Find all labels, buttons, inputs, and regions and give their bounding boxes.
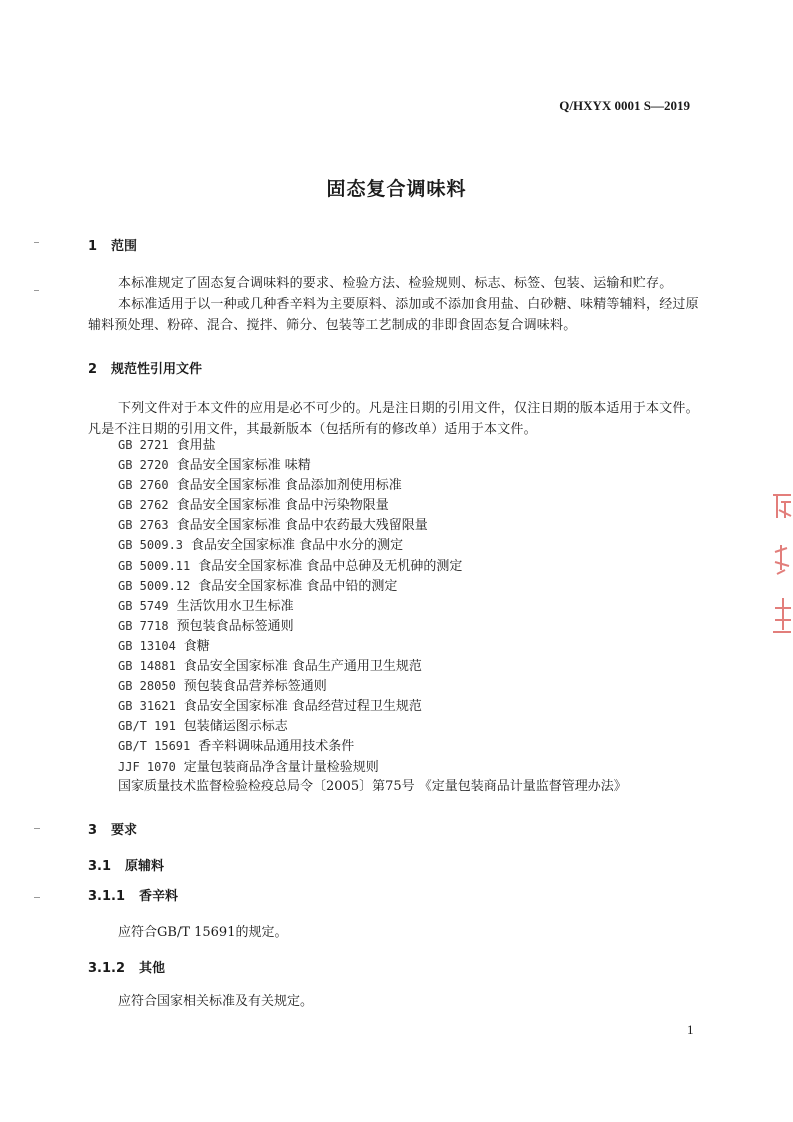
section-3-1-1-text: 应符合GB/T 15691的规定。 [118,925,288,940]
section-title: 要求 [111,823,138,838]
reference-item [118,757,627,777]
reference-code: GB 5749 [118,598,169,613]
reference-title: 食品安全国家标准 食品中农药最大残留限量 [176,518,428,534]
section-number: 1 [88,239,98,254]
reference-item [118,515,627,535]
reference-title: 食品安全国家标准 食品经营过程卫生规范 [183,699,422,715]
section-number: 3.1 [88,859,112,874]
section-title: 原辅料 [125,859,165,874]
section-number: 3.1.2 [88,961,126,976]
reference-code: GB 2762 [118,498,169,513]
scan-mark [34,290,39,291]
reference-title: 食品安全国家标准 食品生产通用卫生规范 [183,659,422,675]
reference-title: 预包装食品营养标签通则 [183,679,327,695]
reference-item [118,596,627,616]
scan-mark [34,897,40,898]
section-title: 范围 [111,239,138,254]
reference-item [118,636,627,656]
page-number: 1 [687,1022,694,1037]
reference-code: GB 2760 [118,478,169,493]
section-3-heading [88,819,137,838]
reference-item [118,777,627,797]
reference-title: 食品安全国家标准 食品中污染物限量 [176,498,389,514]
section-3-1-heading [88,855,164,874]
reference-item [118,576,627,596]
reference-item [118,435,627,455]
section-3-1-1-heading [88,885,178,904]
section-2-heading [88,358,202,377]
section-title: 规范性引用文件 [111,362,203,377]
reference-code: GB 31621 [118,699,176,714]
reference-code: GB 2763 [118,518,169,533]
reference-title: 食糖 [183,638,210,654]
reference-code: GB 5009.12 [118,578,191,593]
section-title: 其他 [139,961,166,976]
section-number: 2 [88,362,98,377]
reference-code: GB 7718 [118,618,169,633]
section-number: 3 [88,823,98,838]
section-number: 3.1.1 [88,889,126,904]
reference-title: 食品安全国家标准 食品中铅的测定 [198,578,398,594]
red-seal-fragment [767,490,793,640]
reference-title: 食品安全国家标准 食品中总砷及无机砷的测定 [198,558,463,574]
document-title: 固态复合调味料 [326,178,467,200]
section-3-1-2-text: 应符合国家相关标准及有关规定。 [118,994,314,1009]
reference-title: 国家质量技术监督检验检疫总局令〔2005〕第75号 《定量包装商品计量监督管理办法》 [118,778,627,794]
reference-title: 包装储运图示标志 [183,719,288,735]
reference-code: JJF 1070 [118,759,176,774]
reference-code: GB 2720 [118,458,169,473]
scan-mark [34,828,40,829]
reference-list [118,435,627,797]
section-title: 香辛料 [139,889,179,904]
section-1-para-2: 本标准适用于以一种或几种香辛料为主要原料、添加或不添加食用盐、白砂糖、味精等辅料，经过原辅料预处理、粉碎、混合、搅拌、筛分、包装等工艺制成的非即食固态复合调味料。 [88,297,699,333]
reference-title: 食用盐 [176,438,216,453]
scan-mark [34,242,39,243]
reference-title: 食品安全国家标准 食品中水分的测定 [191,538,404,554]
section-3-1-2-heading [88,957,165,976]
section-1-heading [88,235,137,254]
reference-code: GB 5009.3 [118,538,184,553]
section-1-para-1: 本标准规定了固态复合调味料的要求、检验方法、检验规则、标志、标签、包装、运输和贮存。 [118,276,673,291]
reference-code: GB 14881 [118,659,176,674]
reference-title: 生活饮用水卫生标准 [176,598,294,614]
reference-item [118,535,627,555]
reference-code: GB/T 191 [118,719,176,734]
reference-item [118,656,627,676]
reference-code: GB 2721 [118,438,169,452]
reference-title: 香辛料调味品通用技术条件 [198,739,355,755]
standard-code: Q/HXYX 0001 S—2019 [559,98,690,113]
reference-item [118,676,627,696]
reference-code: GB 13104 [118,638,176,653]
reference-code: GB 5009.11 [118,558,191,573]
reference-title: 定量包装商品净含量计量检验规则 [183,759,379,775]
reference-item [118,736,627,756]
reference-title: 食品安全国家标准 味精 [176,458,311,474]
section-2-para: 下列文件对于本文件的应用是必不可少的。凡是注日期的引用文件，仅注日期的版本适用于本文件。凡是不注日期的引用文件，其最新版本（包括所有的修改单）适用于本文件。 [88,401,699,437]
reference-item [118,716,627,736]
reference-code: GB 28050 [118,679,176,694]
reference-item [118,696,627,716]
reference-code: GB/T 15691 [118,739,191,754]
reference-item [118,495,627,515]
reference-title: 食品安全国家标准 食品添加剂使用标准 [176,478,402,494]
reference-item [118,455,627,475]
reference-item [118,475,627,495]
reference-title: 预包装食品标签通则 [176,618,294,634]
reference-item [118,556,627,576]
reference-item [118,616,627,636]
